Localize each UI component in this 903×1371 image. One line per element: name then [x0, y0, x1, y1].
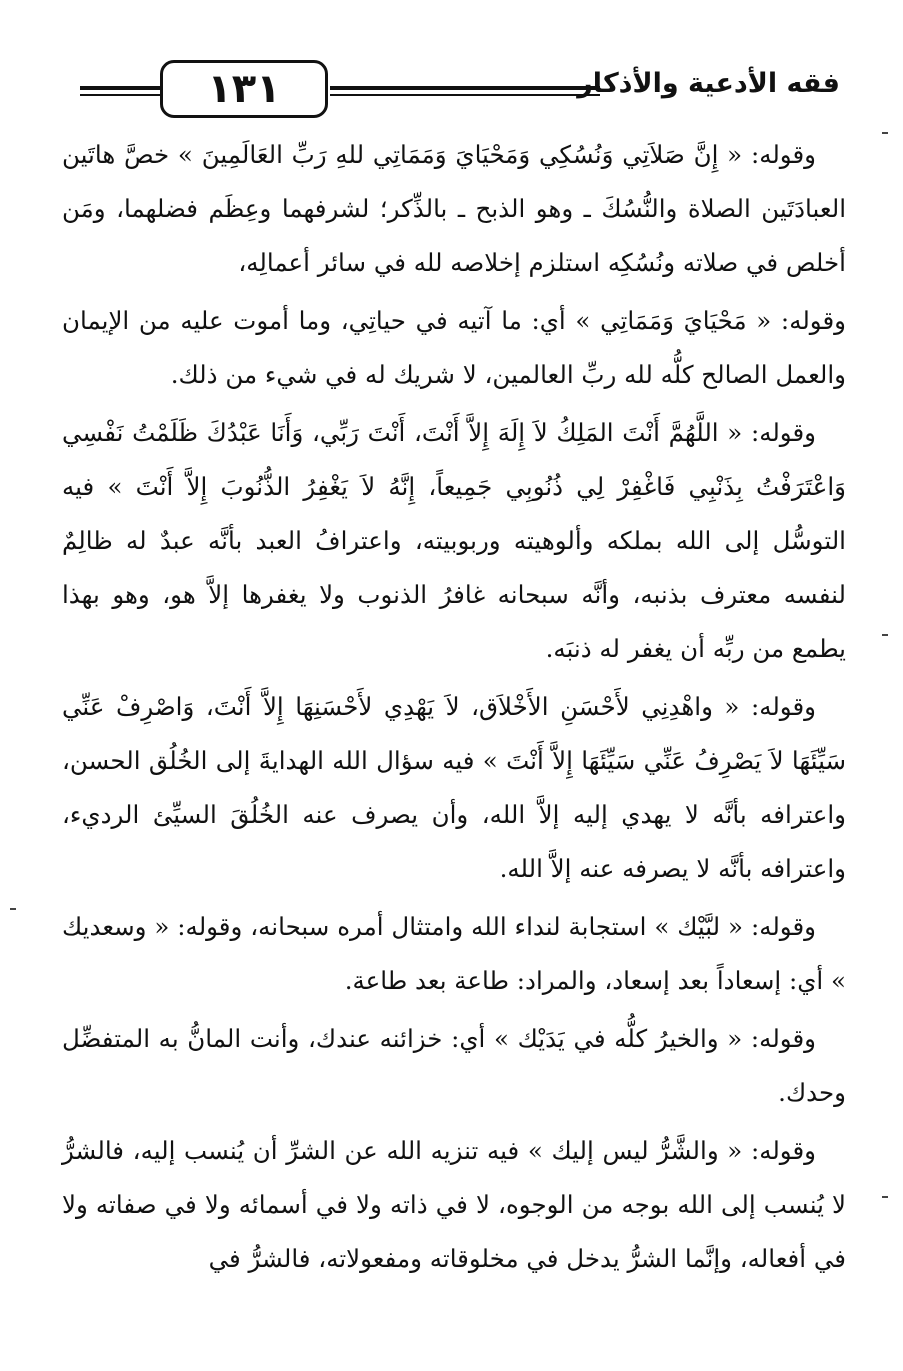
paragraph [62, 1124, 846, 1286]
paragraph-text: وقوله: « مَحْيَايَ وَمَمَاتِي » أي: ما آتيه في حياتِي، وما أموت عليه من الإيمان والعمل الصالح كلُّه لله ربِّ العالمين، لا شريك له في شيء من ذلك. [62, 306, 846, 389]
paragraph-text: وقوله: « والشَّرُّ ليس إليك » فيه تنزيه الله عن الشرِّ أن يُنسب إليه، فالشرُّ لا يُنسب إلى الله بوجه من الوجوه، لا في ذاته ولا في أسمائه ولا في صفاته ولا في أفعاله، وإنَّما الشرُّ يدخل في مخلوقاته ومفعولاته، فالشرُّ في [62, 1136, 846, 1273]
running-title: فقه الأدعية والأذكار [577, 68, 840, 99]
header-rule-right-thin [330, 94, 600, 96]
body-text [62, 128, 846, 1290]
paragraph [62, 294, 846, 402]
paragraph-text: وقوله: « لبَّيْك » استجابة لنداء الله وامتثال أمره سبحانه، وقوله: « وسعديك » أي: إسعاداً بعد إسعاد، والمراد: طاعة بعد طاعة. [62, 912, 846, 995]
paragraph [62, 128, 846, 290]
page-header [80, 50, 840, 130]
paragraph [62, 680, 846, 896]
margin-mark [882, 634, 888, 636]
margin-mark [10, 908, 16, 910]
paragraph [62, 900, 846, 1008]
paragraph-text: وقوله: « والخيرُ كلُّه في يَدَيْك » أي: خزائنه عندك، وأنت المانُّ به المتفضِّل وحدك. [62, 1024, 846, 1107]
header-rule-left-thin [80, 94, 160, 96]
paragraph [62, 1012, 846, 1120]
margin-mark [882, 132, 888, 134]
paragraph-text: وقوله: « اللَّهُمَّ أَنْتَ المَلِكُ لاَ إِلَهَ إِلاَّ أَنْتَ، أَنْتَ رَبِّي، وَأَنَا عَبْدُكَ ظَلَمْتُ نَفْسِي وَاعْتَرَفْتُ بِذَنْبِي فَاغْفِرْ لِي ذُنُوبِي جَمِيعاً، إِنَّهُ لاَ يَغْفِرُ الذُّنُوبَ إِلاَّ أَنْتَ » فيه التوسُّل إلى الله بملكه وألوهيته وربوبيته، واعترافُ العبد بأنَّه عبدٌ له ظالِمٌ لنفسه معترف بذنبه، وأنَّه سبحانه غافرُ الذنوب ولا يغفرها إلاَّ هو، وهو بهذا يطمع من ربِّه أن يغفر له ذنبَه. [62, 418, 846, 663]
header-rule-right [330, 86, 600, 90]
paragraph-text: وقوله: « إِنَّ صَلاَتِي وَنُسُكِي وَمَحْيَايَ وَمَمَاتِي للهِ رَبِّ العَالَمِينَ » خصَّ هاتَين العبادَتَين الصلاة والنُّسُكَ ـ وهو الذبح ـ بالذِّكر؛ لشرفهما وعِظَم فضلهما، ومَن أخلص في صلاته ونُسُكِه استلزم إخلاصه لله في سائر أعمالِه، [62, 140, 846, 277]
margin-mark [882, 1196, 888, 1198]
paragraph-text: وقوله: « واهْدِنِي لأَحْسَنِ الأَخْلاَق، لاَ يَهْدِي لأَحْسَنِهَا إِلاَّ أَنْتَ، وَاصْرِفْ عَنِّي سَيِّئَهَا لاَ يَصْرِفُ عَنِّي سَيِّئَهَا إِلاَّ أَنْتَ » فيه سؤال الله الهدايةَ إلى الخُلُق الحسن، واعترافه بأنَّه لا يهدي إليه إلاَّ الله، وأن يصرف عنه الخُلُقَ السيِّئ الرديء، واعترافه بأنَّه لا يصرفه عنه إلاَّ الله. [62, 692, 846, 883]
header-rule-left [80, 86, 160, 90]
page-number: ١٣١ [160, 60, 328, 118]
paragraph [62, 406, 846, 676]
